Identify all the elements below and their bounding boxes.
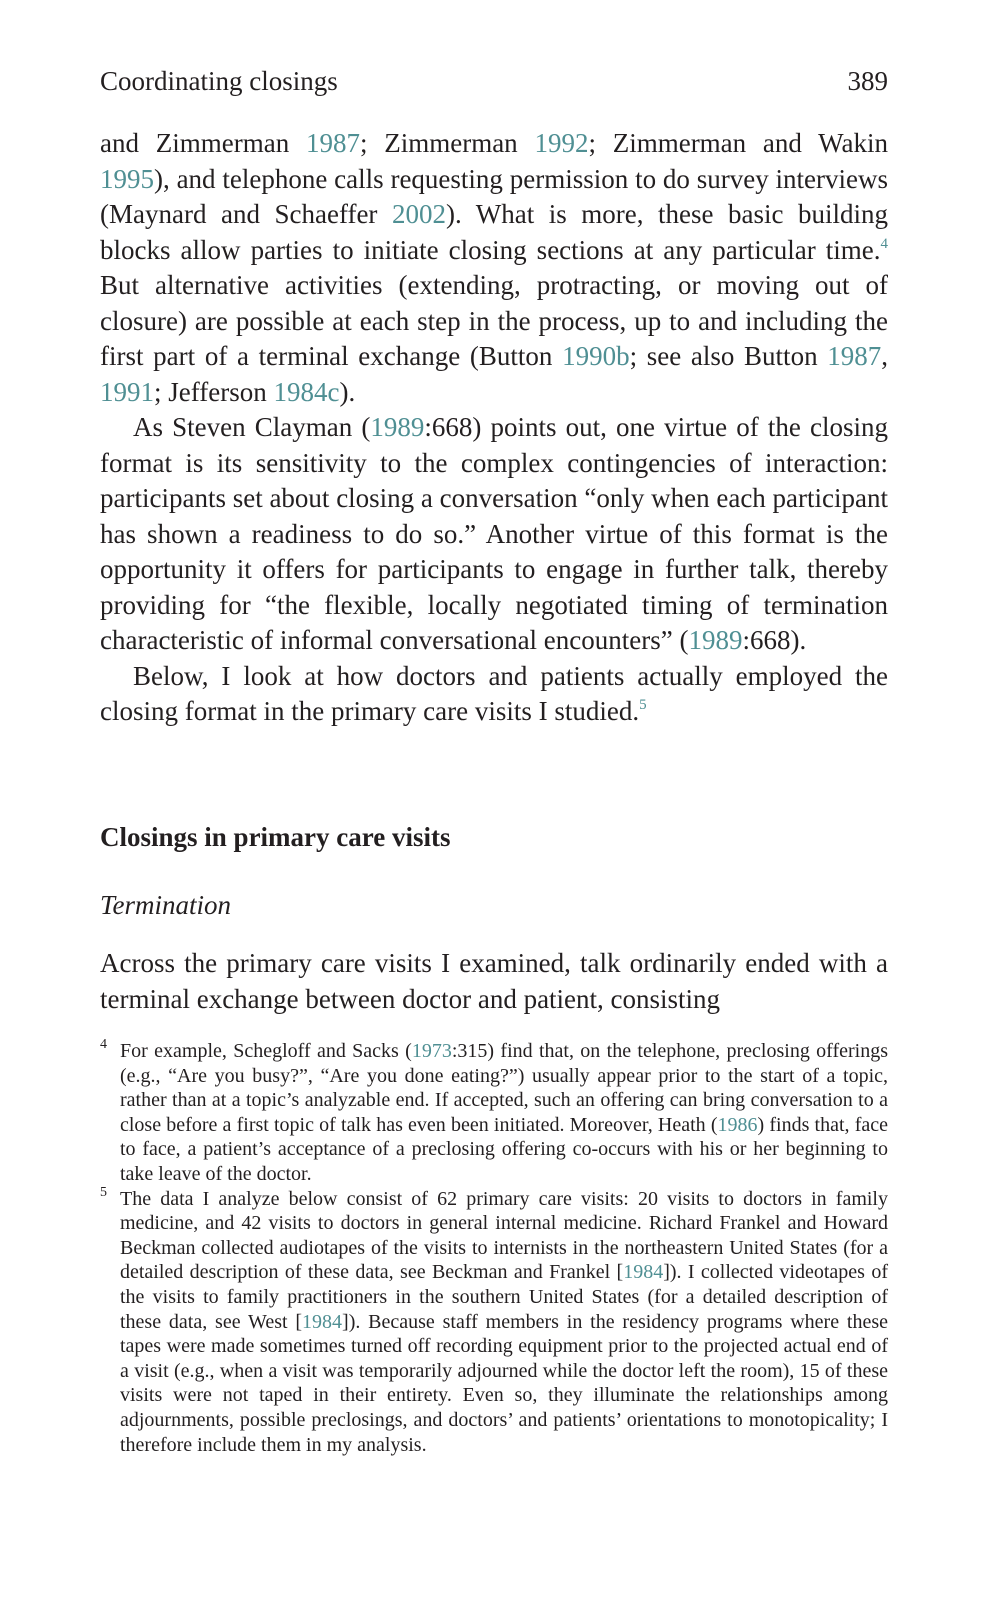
text-run: Below, I look at how doctors and patients actually employed the closing format in the primary care visits I studied. (100, 660, 888, 726)
text-run: :315) find that, on the telephone, preclosing offerings (e.g., “Are you busy?”, “Are you done eating?”) usually appear prior to the start of a topic, rather than at a topic’s analyzable end. If accepted, such an offering can bring conversation to a close before a first topic of talk has even been initiated. Moreover, Heath ( (120, 1040, 888, 1136)
text-run: ). (339, 376, 356, 407)
footnote-marker: 4 (100, 1037, 107, 1052)
running-head (100, 64, 888, 98)
section-heading: Closings in primary care visits (100, 822, 451, 852)
subsection-heading: Termination (100, 890, 232, 920)
text-run: and Zimmerman (100, 128, 306, 158)
text-run: :668). (742, 625, 807, 655)
text-run: As Steven Clayman ( (133, 412, 371, 442)
citation-link[interactable]: 1992 (534, 128, 589, 158)
text-run: The data I analyze below consist of 62 primary care visits: 20 visits to doctors in family medicine, and 42 visits to doctors in general internal medicine. Richard Frankel and Howard Beckman collected audiotapes of the visits to internists in the northeastern United States (for a detailed description of these data, see Beckman and Frankel [ (120, 1187, 888, 1284)
text-run: ; Jefferson (154, 376, 274, 407)
paragraph-2 (100, 410, 888, 659)
text-run: , (881, 341, 888, 371)
citation-link[interactable]: 1984 (302, 1310, 343, 1333)
citation-link[interactable]: 2002 (391, 199, 446, 229)
text-run: ) finds that, face to face, a patient’s acceptance of a preclosing offering co-occurs with his or her beginning to take leave of the doctor. (120, 1113, 888, 1185)
text-run: For example, Schegloff and Sacks ( (120, 1040, 412, 1062)
footnote-5 (100, 1184, 888, 1458)
main-text-continued (100, 946, 888, 1017)
text-run: ; Zimmerman and Wakin (588, 128, 888, 158)
footnote-ref-4[interactable]: 4 (880, 235, 888, 252)
citation-link[interactable]: 1990b (562, 341, 630, 371)
main-text (100, 126, 888, 730)
footnote-marker: 5 (100, 1184, 107, 1200)
text-run: ]). Because staff members in the residency programs where these tapes were made sometimes turned off recording equipment prior to the projected actual end of a visit (e.g., when a visit was temporarily adjourned while the doctor left the room), 15 of these visits were not taped in their entirety. Even so, they illuminate the relationships among adjournments, possible preclosings, and doctors’ and patients’ orientations to monotopicality; I therefore include them in my analysis. (120, 1310, 888, 1456)
footnotes (100, 1039, 888, 1457)
text-run: ). What is more, these basic building blocks allow parties to initiate closing sections at any particular time. (100, 199, 888, 265)
text-run: ; see also Button (629, 341, 828, 371)
footnote-4 (100, 1039, 888, 1187)
paragraph-4: Across the primary care visits I examined, talk ordinarily ended with a terminal exchange between doctor and patient, consisting (100, 948, 888, 1014)
text-run: But alternative activities (extending, protracting, or moving out of closure) are possible at each step in the process, up to and including the first part of a terminal exchange (Button (100, 270, 888, 371)
citation-link[interactable]: 1987 (827, 341, 882, 371)
text-run: ; Zimmerman (359, 128, 535, 158)
text-run: :668) points out, one virtue of the closing format is its sensitivity to the complex contingencies of interaction: participants set about closing a conversation “only when each participant has shown a readiness to do so.” Another virtue of this format is the opportunity it offers for participants to engage in further talk, thereby providing for “the flexible, locally negotiated timing of termination characteristic of informal conversational encounters” ( (100, 412, 889, 655)
citation-link[interactable]: 1987 (305, 128, 360, 158)
citation-link[interactable]: 1989 (370, 412, 425, 442)
paragraph-3 (100, 659, 888, 730)
text-run: ]). I collected videotapes of the visits to family practitioners in the southern United States (for a detailed description of these data, see West [ (120, 1261, 888, 1333)
page-number: 389 (847, 66, 888, 96)
citation-link[interactable]: 1989 (688, 625, 743, 655)
citation-link[interactable]: 1984c (273, 376, 340, 407)
citation-link[interactable]: 1984 (623, 1261, 664, 1284)
citation-link[interactable]: 1973 (411, 1040, 452, 1062)
text-run: ), and telephone calls requesting permission to do survey interviews (Maynard and Schaeffer (100, 163, 888, 229)
footnote-ref-5[interactable]: 5 (639, 697, 647, 713)
running-head-title: Coordinating closings (100, 66, 338, 96)
paragraph-1 (100, 126, 888, 410)
citation-link[interactable]: 1986 (717, 1113, 758, 1136)
citation-link[interactable]: 1991 (100, 376, 154, 407)
citation-link[interactable]: 1995 (100, 163, 154, 194)
